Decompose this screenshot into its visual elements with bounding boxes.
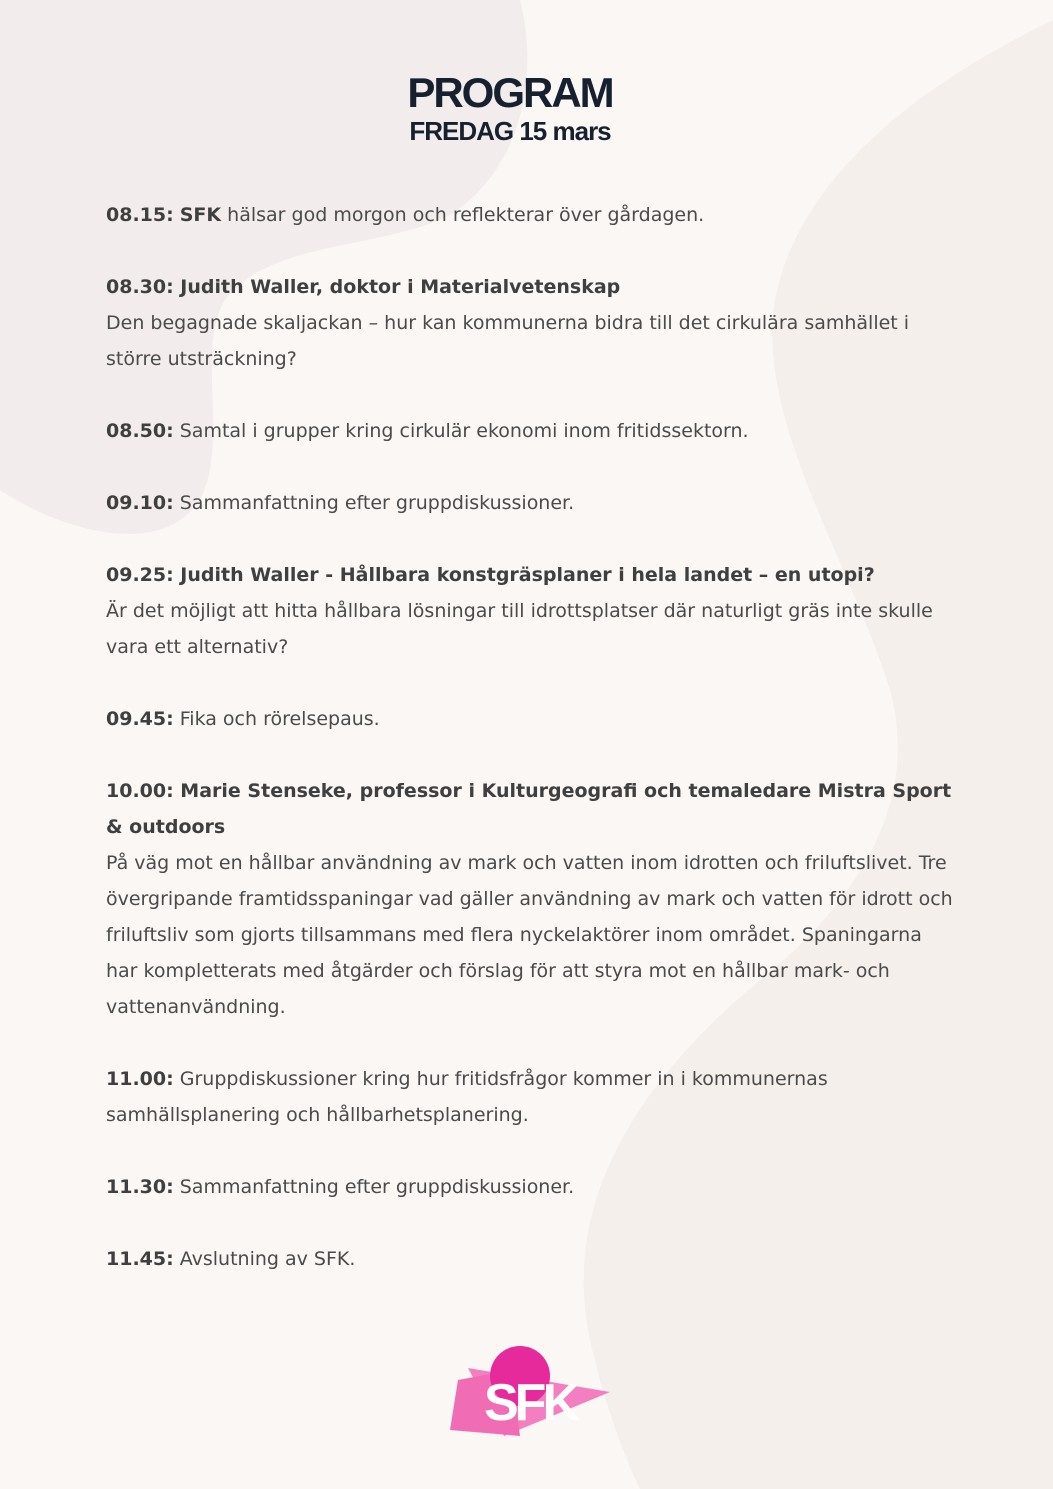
- item-text: På väg mot en hållbar användning av mark och vatten inom idrotten och friluftslivet. Tre övergripande framtidsspaningar vad gäller användning av mark och vatten för idrott och friluftsliv som gjorts tillsammans med flera nyckelaktörer inom området. Spaningarna har kompletterats med åtgärder och förslag för att styra mot en hållbar mark- och vattenanvändning.: [106, 852, 953, 1018]
- item-time: 08.15:: [106, 204, 174, 226]
- program-item: [106, 557, 956, 665]
- program-item: [106, 1241, 956, 1277]
- item-heading: 10.00: Marie Stenseke, professor i Kulturgeografi och temaledare Mistra Sport & outdoors: [106, 780, 952, 838]
- item-heading: 08.30: Judith Waller, doktor i Materialvetenskap: [106, 276, 621, 298]
- program-item: [106, 269, 956, 377]
- page-subtitle: FREDAG 15 mars: [409, 116, 611, 146]
- sfk-logo: [440, 1340, 620, 1450]
- item-text: Gruppdiskussioner kring hur fritidsfrågor kommer in i kommunernas samhällsplanering och hållbarhetsplanering.: [106, 1068, 828, 1126]
- item-time: 08.50:: [106, 420, 174, 442]
- logo-text: SFK: [484, 1374, 576, 1432]
- item-text: Sammanfattning efter gruppdiskussioner.: [173, 1176, 575, 1198]
- item-time: 09.45:: [106, 708, 174, 730]
- program-item: [106, 485, 956, 521]
- item-text: Avslutning av SFK.: [173, 1248, 356, 1270]
- item-time: 11.30:: [106, 1176, 174, 1198]
- program-item: [106, 197, 956, 233]
- item-text: Är det möjligt att hitta hållbara lösningar till idrottsplatser där naturligt gräs inte skulle vara ett alternativ?: [106, 600, 933, 658]
- item-text: Den begagnade skaljackan – hur kan kommunerna bidra till det cirkulära samhället i större utsträckning?: [106, 312, 910, 370]
- program-item: [106, 1061, 956, 1133]
- item-text: Samtal i grupper kring cirkulär ekonomi inom fritidssektorn.: [173, 420, 749, 442]
- program-item: [106, 413, 956, 449]
- program-item: [106, 773, 956, 1025]
- program-item: [106, 701, 956, 737]
- item-time: 11.45:: [106, 1248, 174, 1270]
- item-text: Sammanfattning efter gruppdiskussioner.: [173, 492, 575, 514]
- item-time: 09.10:: [106, 492, 174, 514]
- page-title: PROGRAM: [407, 69, 613, 116]
- item-text: hälsar god morgon och reflekterar över gårdagen.: [221, 204, 705, 226]
- program-list: [106, 197, 956, 1313]
- item-organizer: SFK: [179, 204, 222, 226]
- program-item: [106, 1169, 956, 1205]
- item-time: 11.00:: [106, 1068, 174, 1090]
- item-heading: 09.25: Judith Waller - Hållbara konstgräsplaner i hela landet – en utopi?: [106, 564, 875, 586]
- item-text: Fika och rörelsepaus.: [173, 708, 380, 730]
